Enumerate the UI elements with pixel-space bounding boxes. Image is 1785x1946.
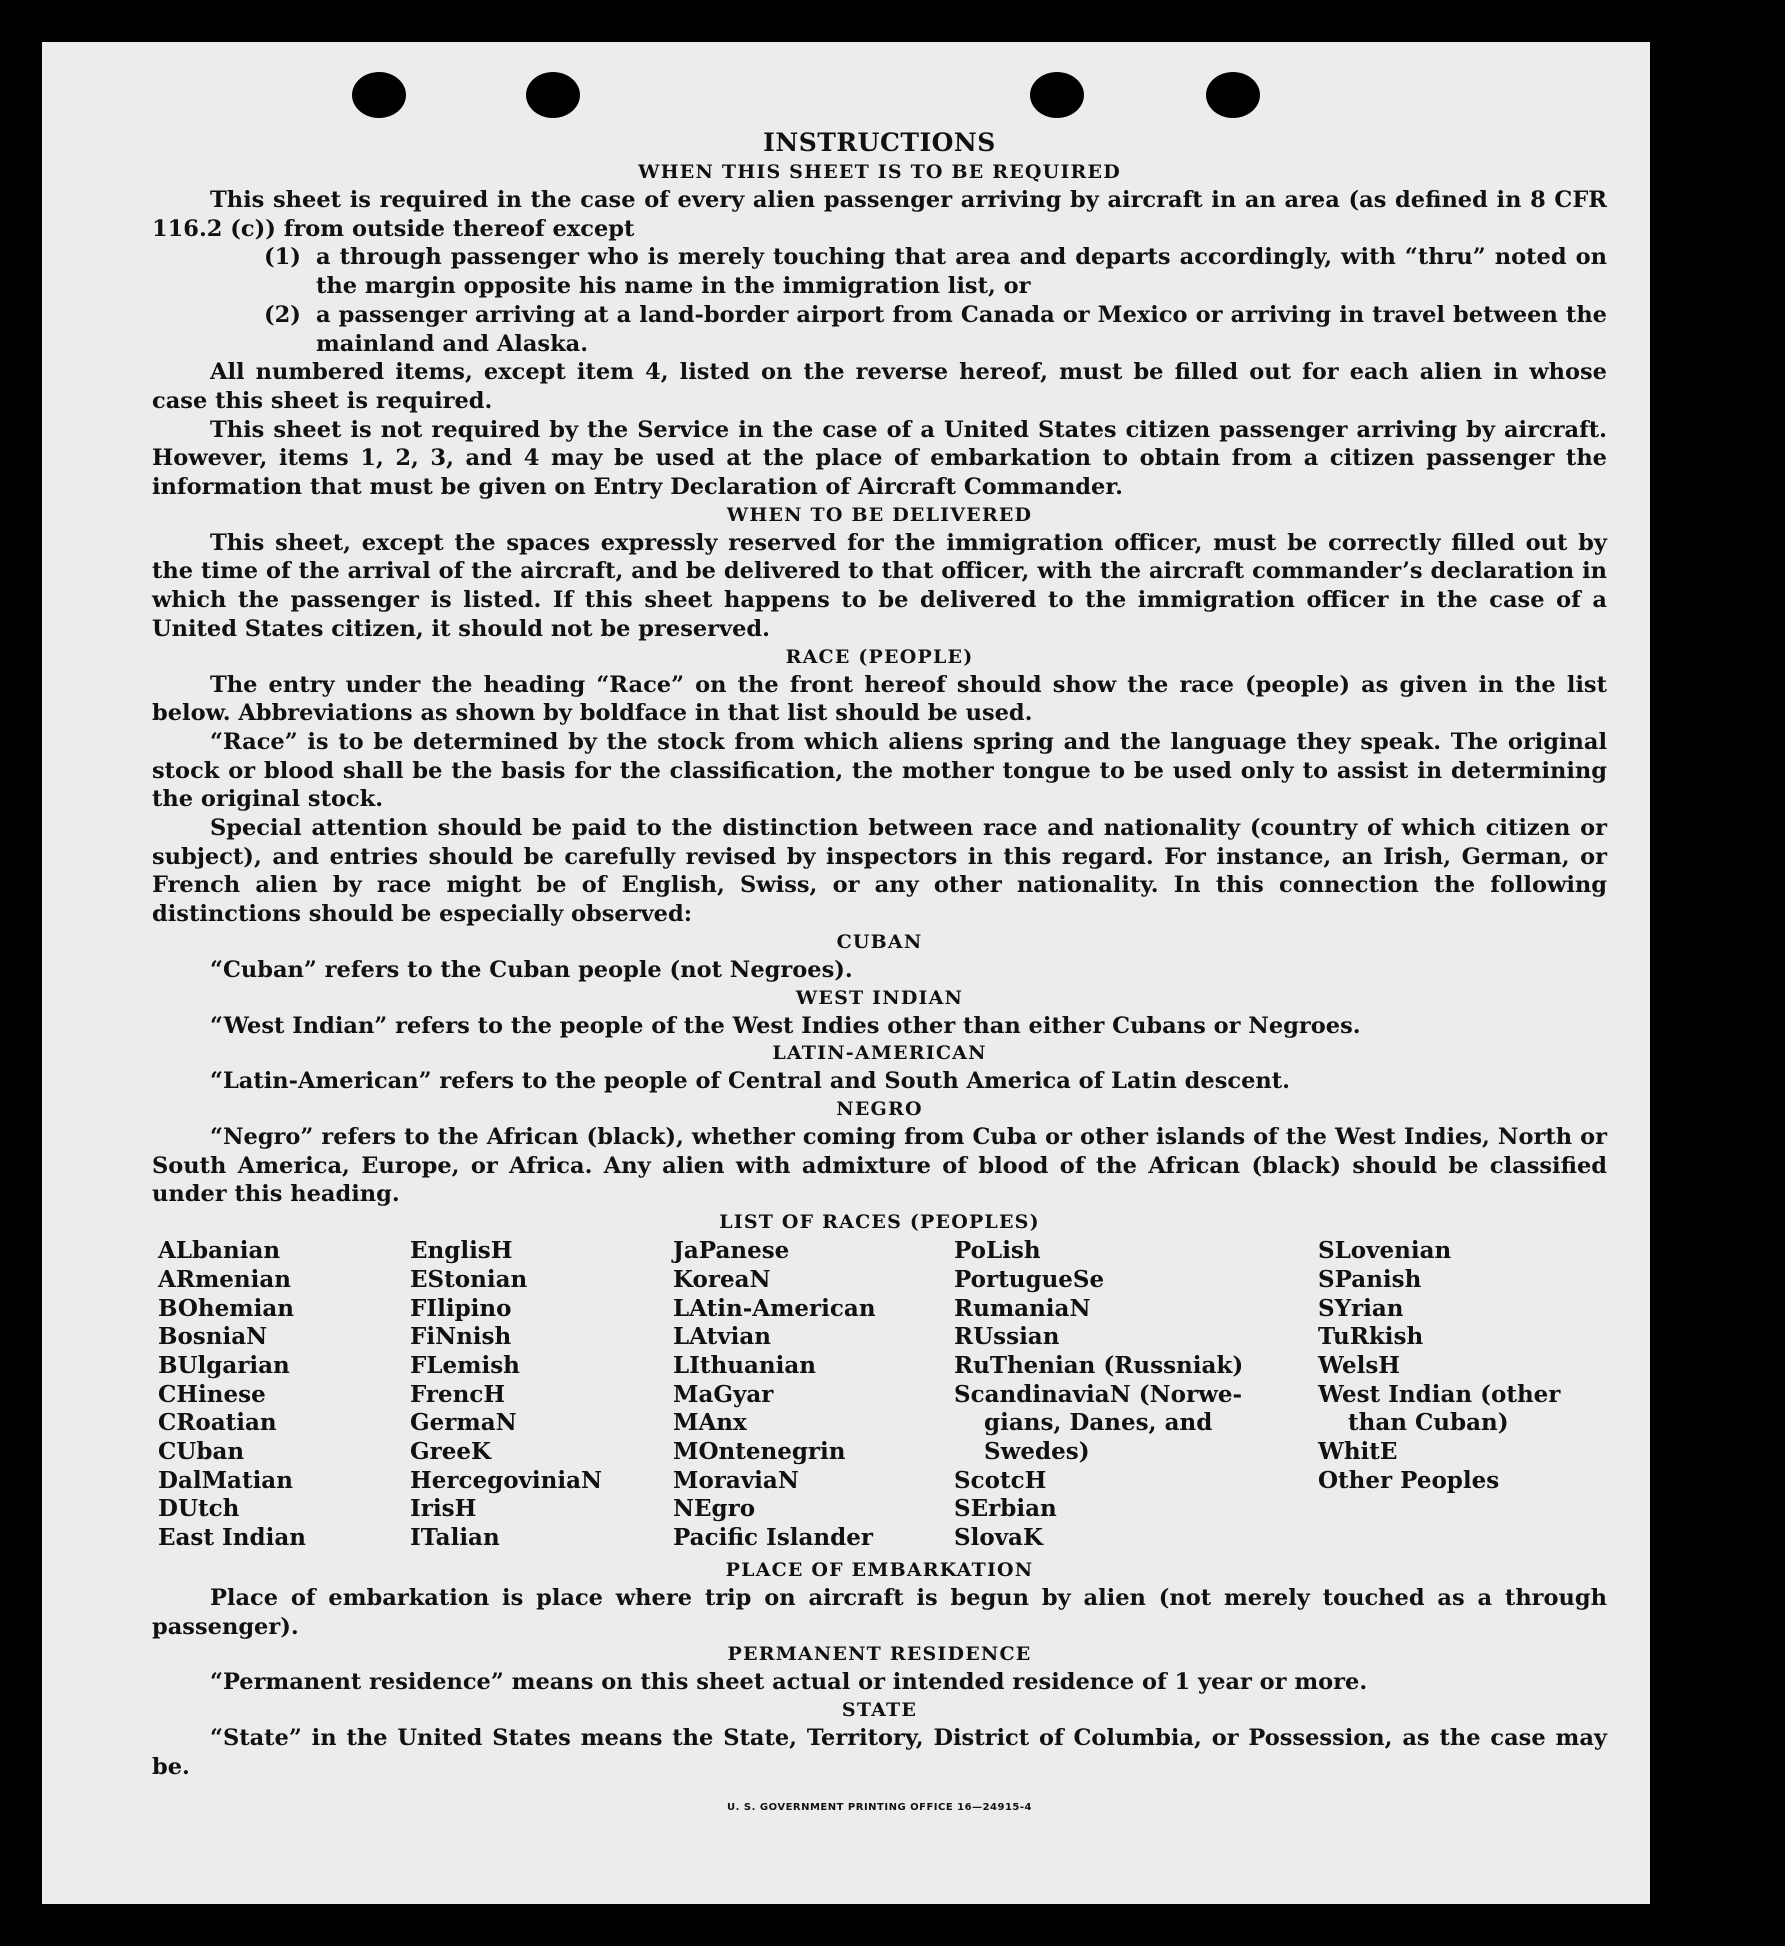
paragraph: Special attention should be paid to the distinction between race and nationality (country of which citizen or subject), and entries should be carefully revised by inspectors in this regard. For instance, an Irish, German, or French alien by race might be of English, Swiss, or any other nationality. In this connection the following distinctions should be especially observed: [152,815,1607,928]
race-entry: PortugueSe [954,1265,1105,1293]
race-entry: SYrian [1318,1294,1404,1322]
race-entry: ScandinaviaN (Norwe- [954,1380,1243,1408]
paragraph: “Permanent residence” means on this sheet actual or intended residence of 1 year or more. [210,1669,1368,1696]
paragraph: The entry under the heading “Race” on the front hereof should show the race (people) as given in the list below. Abbreviations as shown by boldface in that list should be used. [152,671,1607,727]
printer-imprint: U. S. GOVERNMENT PRINTING OFFICE 16—24915-4 [727,1802,1032,1814]
race-entry: Pacific Islander [673,1524,873,1552]
race-column-4 [954,1237,1318,1553]
race-entry: MAnx [673,1409,747,1437]
race-entry: Swedes) [984,1438,1090,1466]
race-entry: JaPanese [673,1237,790,1265]
race-column-1 [158,1237,410,1553]
race-entry: LAtvian [673,1323,771,1351]
document-page [42,42,1650,1904]
race-entry: MOntenegrin [673,1438,846,1466]
paragraph: “State” in the United States means the State, Territory, District of Columbia, or Possession, as the case may be. [152,1724,1607,1780]
race-entry: ALbanian [158,1237,281,1265]
race-entry: West Indian (other [1318,1380,1561,1408]
race-entry: BUlgarian [158,1351,290,1379]
list-item [152,301,1607,358]
section-heading: LATIN-AMERICAN [772,1042,987,1065]
race-entry: WelsH [1318,1351,1401,1379]
race-entry: ITalian [410,1524,500,1552]
race-entry: CRoatian [158,1409,277,1437]
race-entry: WhitE [1318,1438,1398,1466]
race-entry: GermaN [410,1409,517,1437]
race-entry: KoreaN [673,1265,771,1293]
paragraph: This sheet is required in the case of every alien passenger arriving by aircraft in an area (as defined in 8 CFR 116.2 (c)) from outside thereof except [152,187,1607,242]
race-entry: SErbian [954,1495,1057,1523]
punch-hole [1206,72,1260,118]
paragraph: “Negro” refers to the African (black), whether coming from Cuba or other islands of the West Indies, North or South America, Europe, or Africa. Any alien with admixture of blood of the African (black) should be classified under this heading. [152,1123,1607,1208]
paragraph: This sheet is not required by the Service in the case of a United States citizen passenger arriving by aircraft. However, items 1, 2, 3, and 4 may be used at the place of embarkation to obtain from a citizen passenger the information that must be given on Entry Declaration of Aircraft Commander. [152,416,1607,501]
page-title: INSTRUCTIONS [763,128,996,157]
race-list [152,1237,1607,1553]
race-entry: GreeK [410,1438,492,1466]
race-entry: IrisH [410,1495,477,1523]
race-entry: TuRkish [1318,1323,1424,1351]
race-entry: CHinese [158,1380,266,1408]
race-column-5 [1318,1237,1560,1553]
race-entry: East Indian [158,1524,306,1552]
race-entry: SPanish [1318,1265,1422,1293]
item-text: a through passenger who is merely touching that area and departs accordingly, with “thru” noted on the margin opposite his name in the immigration list, or [316,244,1607,300]
paragraph: All numbered items, except item 4, listed on the reverse hereof, must be filled out for each alien in whose case this sheet is required. [152,359,1607,414]
item-number: (2) [264,301,301,328]
race-entry: LIthuanian [673,1351,816,1379]
race-entry: LAtin-American [673,1294,876,1322]
section-heading: CUBAN [836,930,923,953]
item-number: (1) [264,244,301,271]
race-entry: MoraviaN [673,1466,799,1494]
race-entry: SlovaK [954,1524,1043,1552]
race-entry: CUban [158,1438,245,1466]
punch-hole [352,72,406,118]
paragraph: “Race” is to be determined by the stock from which aliens spring and the language they speak. The original stock or blood shall be the basis for the classification, the mother tongue to be used only to assist in determining the original stock. [152,728,1607,813]
instructions-content [152,128,1607,1814]
race-entry: MaGyar [673,1380,774,1408]
race-column-3 [673,1237,954,1553]
punch-hole [1030,72,1084,118]
race-entry: NEgro [673,1495,756,1523]
race-entry: RumaniaN [954,1294,1091,1322]
race-entry: BosniaN [158,1323,268,1351]
paragraph: Place of embarkation is place where trip on aircraft is begun by alien (not merely touched as a through passenger). [152,1584,1607,1640]
list-item [152,243,1607,300]
section-heading: RACE (PEOPLE) [785,645,974,668]
race-entry: RuThenian (Russniak) [954,1351,1244,1379]
section-heading: WHEN THIS SHEET IS TO BE REQUIRED [638,161,1121,183]
section-heading: PERMANENT RESIDENCE [727,1643,1032,1666]
section-heading: WEST INDIAN [795,986,964,1009]
paragraph: “West Indian” refers to the people of the West Indies other than either Cubans or Negroes. [210,1012,1361,1039]
section-heading: WHEN TO BE DELIVERED [726,503,1033,526]
race-entry: FiNnish [410,1323,512,1351]
race-entry: HercegoviniaN [410,1466,603,1494]
race-entry: RUssian [954,1323,1060,1351]
race-entry: EStonian [410,1265,528,1293]
race-entry: BOhemian [158,1294,294,1322]
race-entry: than Cuban) [1348,1409,1509,1437]
item-text: a passenger arriving at a land-border airport from Canada or Mexico or arriving in travel between the mainland and Alaska. [316,301,1607,357]
race-entry: DUtch [158,1495,240,1523]
race-entry: DalMatian [158,1466,293,1494]
paragraph: “Latin-American” refers to the people of Central and South America of Latin descent. [210,1068,1290,1095]
race-entry: gians, Danes, and [984,1409,1213,1437]
race-entry: FrencH [410,1380,506,1408]
paragraph: “Cuban” refers to the Cuban people (not Negroes). [210,956,853,983]
race-entry: FIlipino [410,1294,512,1322]
race-entry: PoLish [954,1237,1041,1265]
race-entry: Other Peoples [1318,1466,1500,1494]
section-heading: NEGRO [836,1097,923,1120]
race-entry: SLovenian [1318,1237,1452,1265]
section-heading: STATE [841,1698,918,1721]
paragraph: This sheet, except the spaces expressly reserved for the immigration officer, must be correctly filled out by the time of the arrival of the aircraft, and be delivered to that officer, with the aircraft commander’s declaration in which the passenger is listed. If this sheet happens to be delivered to the immigration officer in the case of a United States citizen, it should not be preserved. [152,529,1607,642]
section-heading: LIST OF RACES (PEOPLES) [719,1211,1040,1234]
race-entry: ARmenian [158,1265,292,1293]
race-entry: EnglisH [410,1237,513,1265]
punch-hole [526,72,580,118]
race-entry: FLemish [410,1351,520,1379]
section-heading: PLACE OF EMBARKATION [725,1558,1034,1581]
race-column-2 [410,1237,673,1553]
race-entry: ScotcH [954,1466,1047,1494]
